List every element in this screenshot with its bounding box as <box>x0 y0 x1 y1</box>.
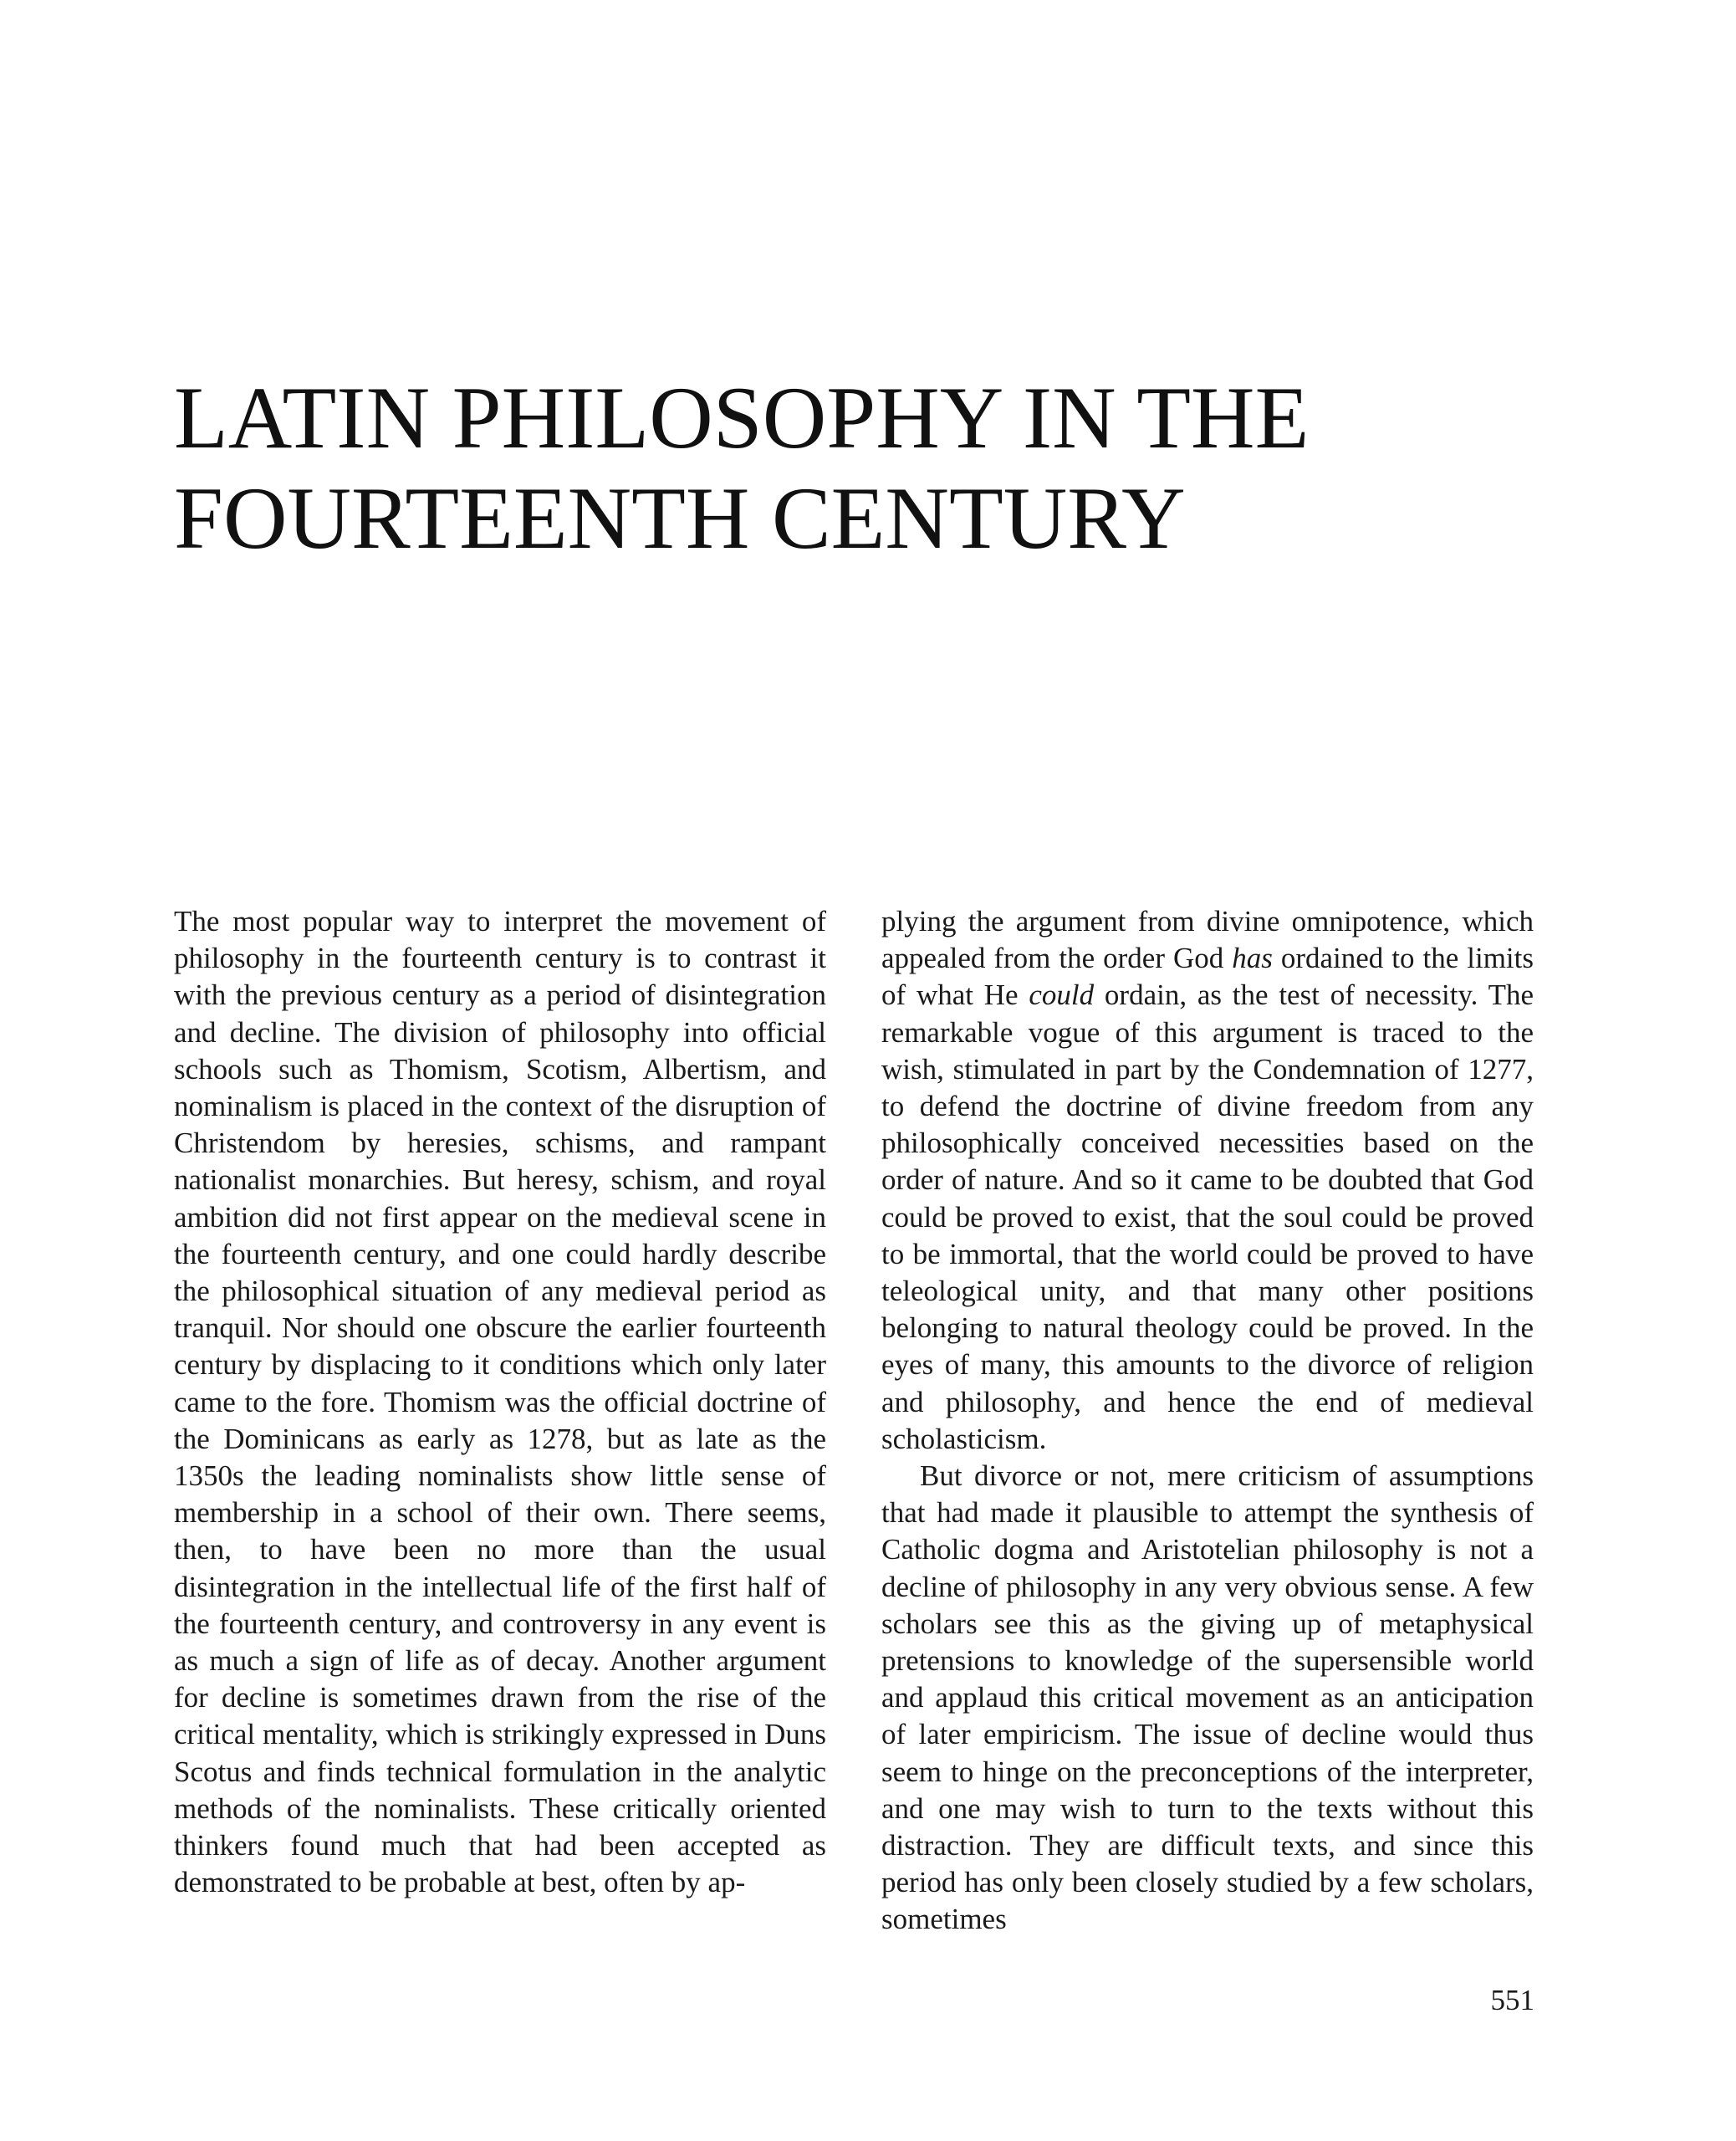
left-paragraph-1: The most popular way to interpret the movement of philosophy in the fourteenth century is to contrast it with the previous century as a period of disintegration and decline. The division of philosophy into official schools such as Thomism, Scotism, Albertism, and nominalism is placed in the context of the disruption of Christendom by heresies, schisms, and rampant nationalist monarchies. But heresy, schism, and royal ambition did not first appear on the medieval scene in the fourteenth century, and one could hardly describe the philosophical situation of any medieval period as tranquil. Nor should one obscure the earlier fourteenth century by displacing to it conditions which only later came to the fore. Thomism was the official doctrine of the Dominicans as early as 1278, but as late as the 1350s the leading nominalists show little sense of membership in a school of their own. There seems, then, to have been no more than the usual disintegration in the intellectual life of the first half of the fourteenth century, and controversy in any event is as much a sign of life as of decay. Another argument for decline is sometimes drawn from the rise of the critical mentality, which is strikingly expressed in Duns Scotus and finds technical formulation in the analytic methods of the nominalists. These critically oriented thinkers found much that had been accepted as demonstrated to be probable at best, often by ap- <box>174 905 826 1899</box>
emphasis-could: could <box>1029 979 1095 1012</box>
emphasis-has: has <box>1232 942 1273 975</box>
chapter-title-line-1: LATIN PHILOSOPHY IN THE <box>174 369 1310 467</box>
right-paragraph-1-text-c: ordain, as the test of necessity. The remarkable vogue of this argument is traced to the wish, stimulated in part by the Condemnation of 1277, to defend the doctrine of divine freedom from any philosophically conceived necessities based on the order of nature. And so it came to be doubted that God could be proved to exist, that the soul could be proved to be immortal, that the world could be proved to have teleological unity, and that many other positions belonging to natural theology could be proved. In the eyes of many, this amounts to the divorce of religion and philosophy, and hence the end of medieval scholasticism. <box>881 979 1534 1455</box>
right-text-column <box>881 903 1534 1939</box>
right-paragraph-1-text-a: plying the argument from divine omnipotence, which appealed from the order God <box>881 905 1534 975</box>
page-number: 551 <box>1490 1984 1534 2016</box>
right-paragraph-1-text-b: ordained to the limits of what He <box>881 942 1534 1012</box>
left-text-column <box>174 903 826 1901</box>
chapter-title <box>174 368 1596 569</box>
chapter-title-line-2: FOURTEENTH CENTURY <box>174 469 1186 567</box>
right-paragraph-1 <box>881 903 1534 1458</box>
right-paragraph-2: But divorce or not, mere criticism of assumptions that had made it plausible to attempt the synthesis of Catholic dogma and Aristotelian philosophy is not a decline of philosophy in any very obvious sense. A few scholars see this as the giving up of metaphysical pretensions to knowledge of the supersensible world and applaud this critical movement as an anticipation of later empiricism. The issue of decline would thus seem to hinge on the preconceptions of the interpreter, and one may wish to turn to the texts without this distraction. They are difficult texts, and since this period has only been closely studied by a few scholars, sometimes <box>881 1459 1534 1936</box>
